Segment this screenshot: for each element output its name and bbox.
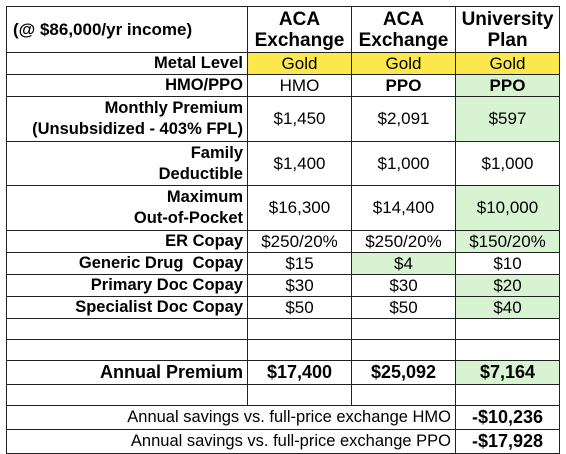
empty-cell xyxy=(456,385,560,406)
column-header-line1: ACA xyxy=(278,8,321,30)
empty-cell xyxy=(352,319,456,340)
row-label-line1: Family xyxy=(190,143,243,162)
row-label-annual-premium: Annual Premium xyxy=(7,361,248,385)
cell-metal-level: Gold xyxy=(248,53,352,75)
table-row-savings-hmo xyxy=(7,406,560,430)
cell-deductible: $1,000 xyxy=(352,142,456,186)
row-label-specialist-doc: Specialist Doc Copay xyxy=(7,297,248,319)
table-row-network xyxy=(7,75,560,97)
table-row-er-copay xyxy=(7,231,560,253)
cell-specialist-doc: $40 xyxy=(456,297,560,319)
row-label-line1: Maximum xyxy=(166,188,243,206)
cell-network: PPO xyxy=(352,75,456,97)
cell-monthly-premium: $2,091 xyxy=(352,97,456,142)
row-label-line2: Deductible xyxy=(158,164,243,183)
row-label-line1: Monthly Premium xyxy=(104,99,243,117)
column-header-line2: Exchange xyxy=(358,29,449,51)
table-row-metal-level xyxy=(7,53,560,75)
empty-cell xyxy=(456,319,560,340)
column-header-aca-hmo xyxy=(248,7,352,53)
cell-max-oop: $10,000 xyxy=(456,186,560,231)
column-header-university xyxy=(456,7,560,53)
cell-primary-doc: $30 xyxy=(248,275,352,297)
cell-max-oop: $16,300 xyxy=(248,186,352,231)
row-label-primary-doc: Primary Doc Copay xyxy=(7,275,248,297)
table-row-max-oop xyxy=(7,186,560,231)
empty-cell xyxy=(7,340,248,361)
empty-cell xyxy=(352,385,456,406)
cell-monthly-premium: $597 xyxy=(456,97,560,142)
row-label-monthly-premium xyxy=(7,97,248,142)
column-header-line1: University xyxy=(461,8,554,30)
row-label-max-oop xyxy=(7,186,248,231)
cell-metal-level: Gold xyxy=(352,53,456,75)
spacer-row xyxy=(7,319,560,340)
cell-specialist-doc: $50 xyxy=(248,297,352,319)
column-header-line2: Exchange xyxy=(254,29,345,51)
cell-deductible: $1,400 xyxy=(248,142,352,186)
row-label-metal-level: Metal Level xyxy=(7,53,248,75)
cell-annual-premium: $17,400 xyxy=(248,361,352,385)
empty-cell xyxy=(248,319,352,340)
cell-er-copay: $250/20% xyxy=(352,231,456,253)
empty-cell xyxy=(248,385,352,406)
cell-er-copay: $150/20% xyxy=(456,231,560,253)
row-label-er-copay: ER Copay xyxy=(7,231,248,253)
empty-cell xyxy=(7,385,248,406)
row-label-network: HMO/PPO xyxy=(7,75,248,97)
cell-max-oop: $14,400 xyxy=(352,186,456,231)
plan-comparison-table xyxy=(6,6,560,454)
spacer-row xyxy=(7,340,560,361)
empty-cell xyxy=(352,340,456,361)
table-row-generic-drug xyxy=(7,253,560,275)
cell-generic-drug: $10 xyxy=(456,253,560,275)
spacer-row xyxy=(7,385,560,406)
table-row-deductible xyxy=(7,142,560,186)
cell-primary-doc: $20 xyxy=(456,275,560,297)
table-row-primary-doc xyxy=(7,275,560,297)
empty-cell xyxy=(7,319,248,340)
income-note: (@ $86,000/yr income) xyxy=(7,7,248,53)
cell-specialist-doc: $50 xyxy=(352,297,456,319)
cell-network: PPO xyxy=(456,75,560,97)
cell-generic-drug: $15 xyxy=(248,253,352,275)
savings-value-hmo: -$10,236 xyxy=(456,406,560,430)
cell-generic-drug: $4 xyxy=(352,253,456,275)
row-label-line2: Out-of-Pocket xyxy=(133,209,243,227)
cell-metal-level: Gold xyxy=(456,53,560,75)
row-label-generic-drug: Generic Drug Copay xyxy=(7,253,248,275)
cell-er-copay: $250/20% xyxy=(248,231,352,253)
cell-annual-premium: $25,092 xyxy=(352,361,456,385)
cell-monthly-premium: $1,450 xyxy=(248,97,352,142)
empty-cell xyxy=(248,340,352,361)
cell-primary-doc: $30 xyxy=(352,275,456,297)
cell-annual-premium: $7,164 xyxy=(456,361,560,385)
table-row-annual-premium xyxy=(7,361,560,385)
column-header-aca-ppo xyxy=(352,7,456,53)
header-row xyxy=(7,7,560,53)
cell-deductible: $1,000 xyxy=(456,142,560,186)
column-header-line1: ACA xyxy=(382,8,425,30)
empty-cell xyxy=(456,340,560,361)
table-row-specialist-doc xyxy=(7,297,560,319)
savings-value-ppo: -$17,928 xyxy=(456,430,560,454)
savings-label-hmo: Annual savings vs. full-price exchange HMO xyxy=(7,406,456,430)
savings-label-ppo: Annual savings vs. full-price exchange PPO xyxy=(7,430,456,454)
cell-network: HMO xyxy=(248,75,352,97)
row-label-line2: (Unsubsidized - 403% FPL) xyxy=(32,120,243,138)
table-row-monthly-premium xyxy=(7,97,560,142)
row-label-deductible xyxy=(7,142,248,186)
column-header-line2: Plan xyxy=(487,29,528,51)
table-row-savings-ppo xyxy=(7,430,560,454)
